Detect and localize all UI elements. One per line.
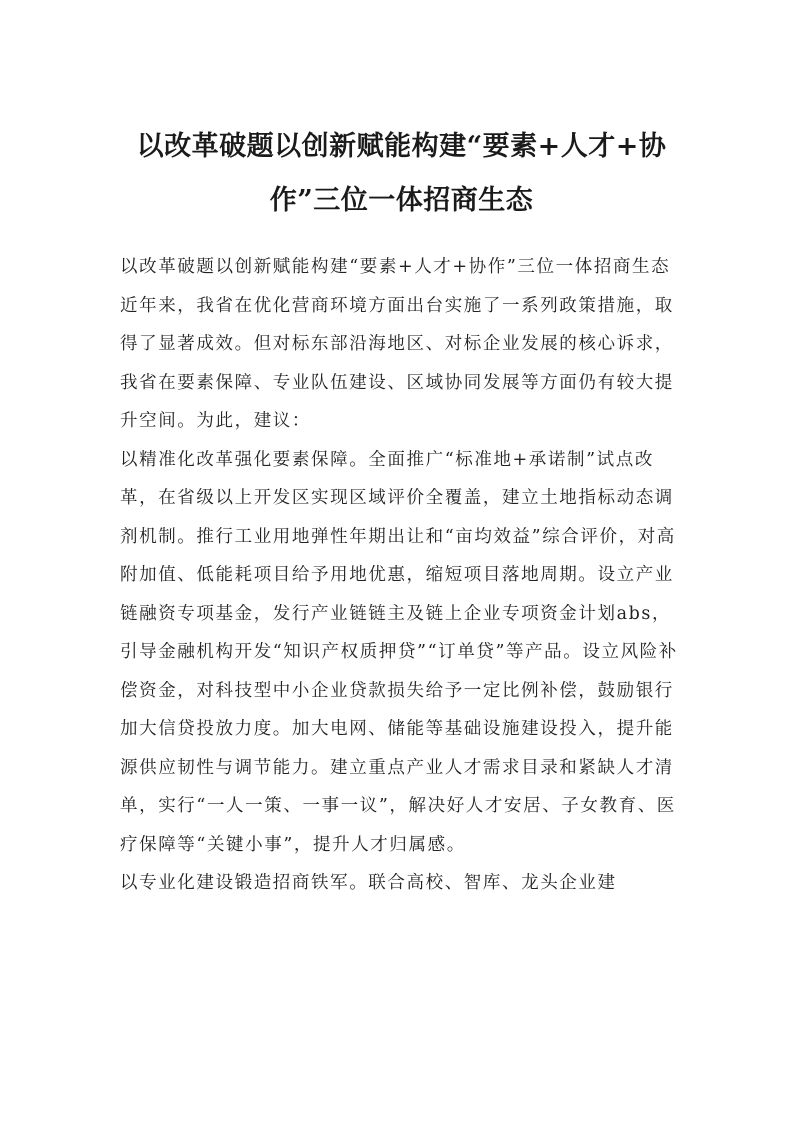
paragraph-intro: 近年来，我省在优化营商环境方面出台实施了一系列政策措施，取得了显著成效。但对标东部沿海地区、对标企业发展的核心诉求，我省在要素保障、专业队伍建设、区域协同发展等方面仍有较大提升空间。为此，建议： [120,295,674,431]
paragraph-repeated-title: 以改革破题以创新赋能构建“要素+人才+协作”三位一体招商生态 [120,257,671,277]
document-title: 以改革破题以创新赋能构建“要素+人才+协作”三位一体招商生态 [136,131,667,216]
paragraph-investment-team: 以专业化建设锻造招商铁军。联合高校、智库、龙头企业建 [120,873,617,893]
paragraph-element-guarantee: 以精准化改革强化要素保障。全面推广“标准地+承诺制”试点改革，在省级以上开发区实现区域评价全覆盖，建立土地指标动态调剂机制。推行工业用地弹性年期出让和“亩均效益”综合评价，对高附加值、低能耗项目给予用地优惠，缩短项目落地周期。设立产业链融资专项基金，发行产业链链主及链上企业专项资金计划abs，引导金融机构开发“知识产权质押贷”“订单贷”等产品。设立风险补偿资金，对科技型中小企业贷款损失给予一定比例补偿，鼓励银行加大信贷投放力度。加大电网、储能等基础设施建设投入，提升能源供应韧性与调节能力。建立重点产业人才需求目录和紧缺人才清单，实行“一人一策、一事一议”，解决好人才安居、子女教育、医疗保障等“关键小事”，提升人才归属感。 [120,449,678,855]
document-body [120,248,683,903]
